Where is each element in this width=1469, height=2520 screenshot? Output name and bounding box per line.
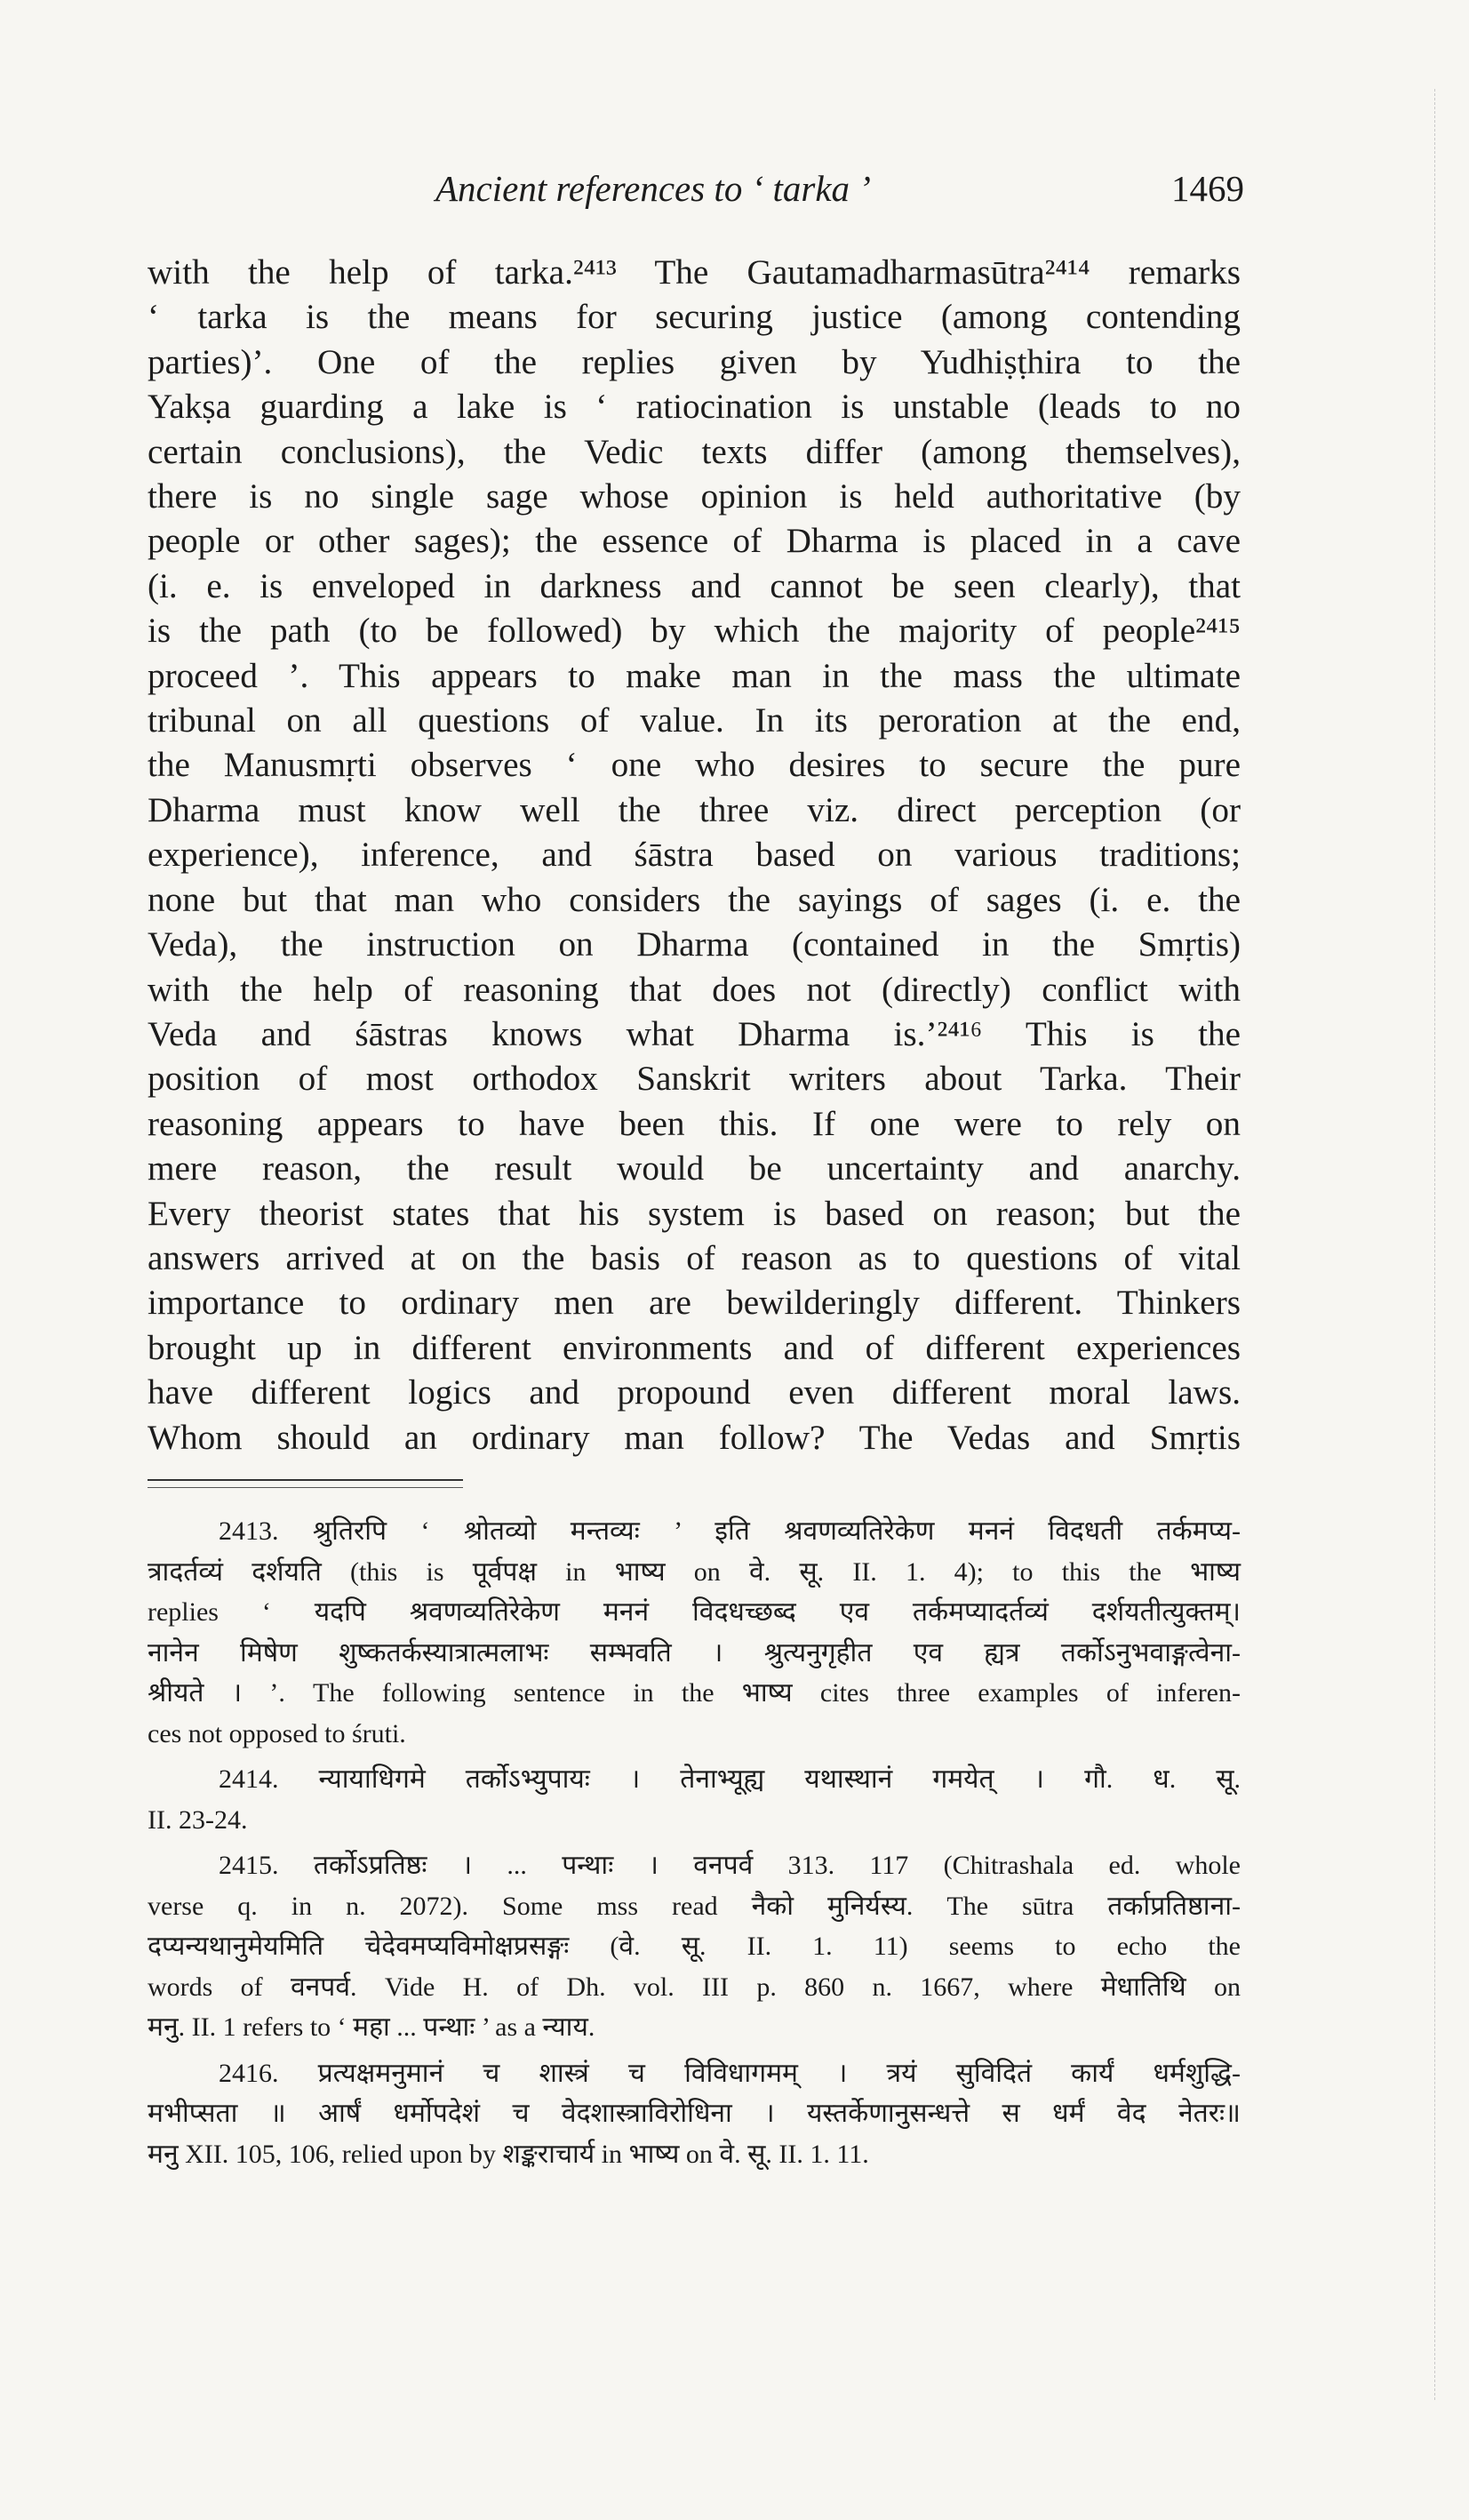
text-line: ‘ tarka is the means for securing justice (among contending	[148, 298, 1241, 337]
footnote-text: II. 23-24.	[148, 1804, 248, 1835]
text-line: Whom should an ordinary man follow? The Vedas and Smṛtis	[148, 1418, 1241, 1457]
text-line: proceed ’. This appears to make man in the mass the ultimate	[148, 656, 1241, 695]
footnote-text: मभीप्सता ॥ आर्षं धर्मोपदेशं च वेदशास्त्राविरोधिना । यस्तर्केणानुसन्धत्ते स धर्मं वेद नेतरः॥	[148, 2099, 1241, 2128]
footnotes	[148, 1511, 1241, 2180]
text-line: Veda), the instruction on Dharma (contained in the Smṛtis)	[148, 925, 1241, 964]
text-line: Veda and śāstras knows what Dharma is.’²⁴¹⁶ This is the	[148, 1014, 1241, 1053]
main-text	[148, 251, 1241, 1460]
text-line: parties)’. One of the replies given by Yudhiṣṭhira to the	[148, 342, 1241, 381]
footnote-text: श्रुतिरपि ‘ श्रोतव्यो मन्तव्यः ’ इति श्रवणव्यतिरेकेण मननं विदधती तर्कमप्य-	[312, 1516, 1241, 1546]
text-line: answers arrived at on the basis of reason as to questions of vital	[148, 1238, 1241, 1277]
footnote-text: replies ‘ यदपि श्रवणव्यतिरेकेण मननं विदधच्छब्द एव तर्कमप्यादर्तव्यं दर्शयतीत्युक्तम्।	[148, 1597, 1241, 1627]
footnote-text: दप्यन्यथानुमेयमिति चेदेवमप्यविमोक्षप्रसङ्गः (वे. सू. II. 1. 11) seems to echo the	[148, 1932, 1241, 1961]
footnote-text: मनु XII. 105, 106, relied upon by शङ्कराचार्य in भाष्य on वे. सू. II. 1. 11.	[148, 2139, 869, 2169]
footnote-text: त्रादर्तव्यं दर्शयति (this is पूर्वपक्ष in भाष्य on वे. सू. II. 1. 4); to this the भाष्य	[148, 1556, 1241, 1587]
footnote-number: 2413.	[219, 1516, 313, 1546]
footnote-text: मनु. II. 1 refers to ‘ महा ... पन्थाः ’ as a न्याय.	[148, 2012, 595, 2042]
text-line: Every theorist states that his system is based on reason; but the	[148, 1194, 1241, 1233]
footnote-text: न्यायाधिगमे तर्कोऽभ्युपायः । तेनाभ्यूह्य यथास्थानं गमयेत् । गौ. ध. सू.	[318, 1764, 1241, 1794]
text-line: have different logics and propound even different moral laws.	[148, 1373, 1241, 1412]
footnote-text: श्रीयते । ’. The following sentence in the भाष्य cites three examples of inferen-	[148, 1678, 1241, 1708]
text-line: position of most orthodox Sanskrit writers about Tarka. Their	[148, 1060, 1241, 1099]
footnote	[148, 2053, 1241, 2175]
text-line: reasoning appears to have been this. If one were to rely on	[148, 1104, 1241, 1143]
footnote-text: ces not opposed to śruti.	[148, 1718, 406, 1748]
text-line: there is no single sage whose opinion is held authoritative (by	[148, 477, 1241, 516]
text-line: certain conclusions), the Vedic texts differ (among themselves),	[148, 432, 1241, 471]
page-edge-line	[1434, 89, 1435, 2400]
footnote-text: words of वनपर्व. Vide H. of Dh. vol. III p. 860 n. 1667, where मेधातिथि on	[148, 1972, 1241, 2002]
text-line: with the help of reasoning that does not (directly) conflict with	[148, 970, 1241, 1009]
text-line: is the path (to be followed) by which the majority of people²⁴¹⁵	[148, 612, 1241, 651]
footnote-text: नानेन मिषेण शुष्कतर्कस्यात्रात्मलाभः सम्भवति । श्रुत्यनुगृहीत एव ह्यत्र तर्कोऽनुभवाङ्गत्वेना-	[148, 1637, 1241, 1668]
text-line: brought up in different environments and of different experiences	[148, 1328, 1241, 1367]
footnote	[148, 1845, 1241, 2048]
text-line: with the help of tarka.²⁴¹³ The Gautamadharmasūtra²⁴¹⁴ remarks	[148, 253, 1241, 292]
text-line: importance to ordinary men are bewilderingly different. Thinkers	[148, 1284, 1241, 1323]
text-line: mere reason, the result would be uncertainty and anarchy.	[148, 1149, 1241, 1188]
text-line: tribunal on all questions of value. In its peroration at the end,	[148, 701, 1241, 740]
text-line: experience), inference, and śāstra based on various traditions;	[148, 836, 1241, 875]
footnote-separator-thin	[148, 1487, 463, 1488]
text-line: none but that man who considers the sayings of sages (i. e. the	[148, 880, 1241, 919]
footnote-number: 2415.	[219, 1851, 314, 1880]
footnote	[148, 1759, 1241, 1840]
text-line: the Manusmṛti observes ‘ one who desires to secure the pure	[148, 746, 1241, 785]
text-line: Yakṣa guarding a lake is ‘ ratiocination is unstable (leads to no	[148, 388, 1241, 427]
footnote-number: 2416.	[219, 2058, 318, 2088]
footnote	[148, 1511, 1241, 1754]
footnote-text: प्रत्यक्षमनुमानं च शास्त्रं च विविधागमम् । त्रयं सुविदितं कार्यं धर्मशुद्धि-	[317, 2058, 1241, 2088]
footnote-text: तर्कोऽप्रतिष्ठः । ... पन्थाः । वनपर्व 313. 117 (Chitrashala ed. whole	[313, 1851, 1241, 1880]
text-line: people or other sages); the essence of Dharma is placed in a cave	[148, 522, 1241, 561]
page-header	[160, 167, 1244, 220]
page-number: 1469	[1171, 168, 1244, 209]
footnote-separator	[148, 1479, 463, 1481]
running-title: Ancient references to ‘ tarka ’	[435, 168, 871, 209]
text-line: Dharma must know well the three viz. direct perception (or	[148, 790, 1241, 829]
text-line: (i. e. is enveloped in darkness and cannot be seen clearly), that	[148, 566, 1241, 605]
footnote-number: 2414.	[219, 1764, 319, 1794]
footnote-text: verse q. in n. 2072). Some mss read नैको मुनिर्यस्य. The sūtra तर्काप्रतिष्ठाना-	[148, 1891, 1241, 1921]
